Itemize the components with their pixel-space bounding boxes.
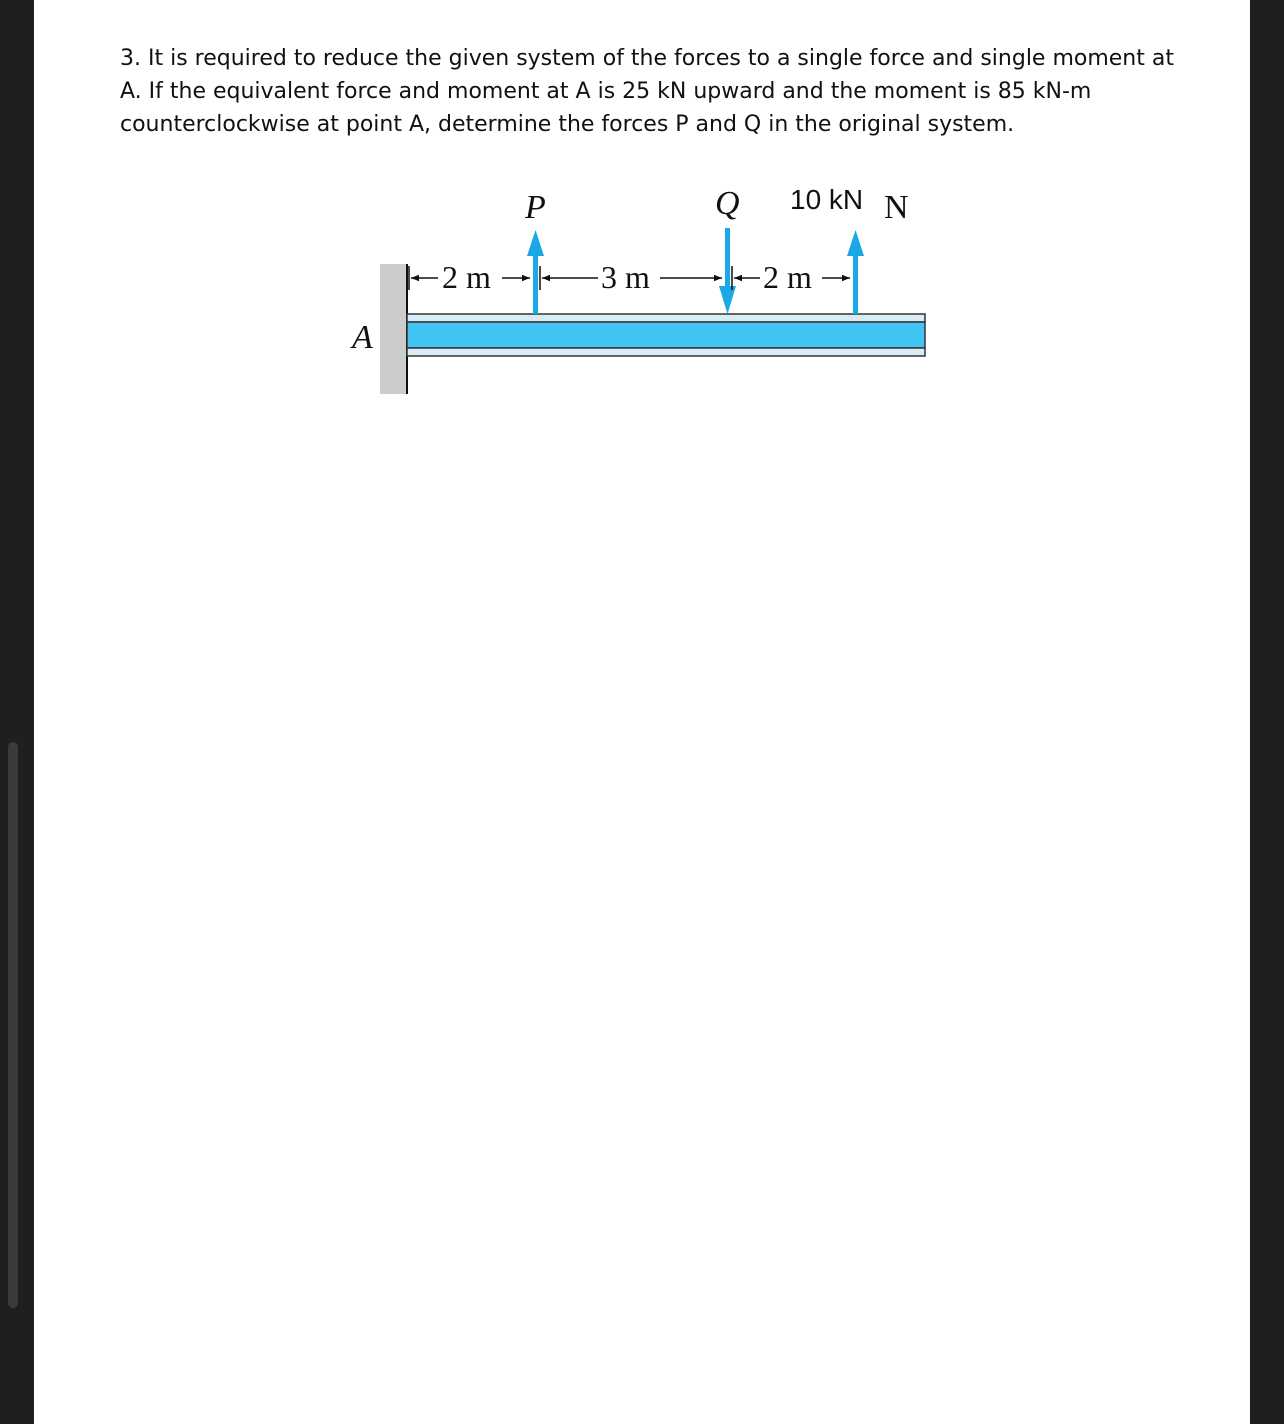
dimension-3-label: 2 m [763,259,812,295]
force-p-label: P [525,189,546,226]
question-text: 3. It is required to reduce the given system of the forces to a single force and single moment at A. If the equivalent force and moment at A is 25 kN upward and the moment is 85 kN-m counterclockwise at point A, determine the forces P and Q in the original system. [120,46,1174,137]
wall-support [380,264,407,394]
force-q-label: Q [715,185,740,222]
beam-web [407,322,925,348]
end-force-label: 10 kN [790,184,864,215]
dimension-1-label: 2 m [442,259,491,295]
beam-bottom-flange [407,348,925,356]
dimension-2-label: 3 m [601,259,650,295]
support-label-a: A [352,319,373,356]
force-p-arrow [527,230,544,314]
end-force-arrow [847,230,864,314]
stray-unit-label: N [884,189,909,226]
beam-top-flange [407,314,925,322]
force-q-arrow [719,228,736,314]
